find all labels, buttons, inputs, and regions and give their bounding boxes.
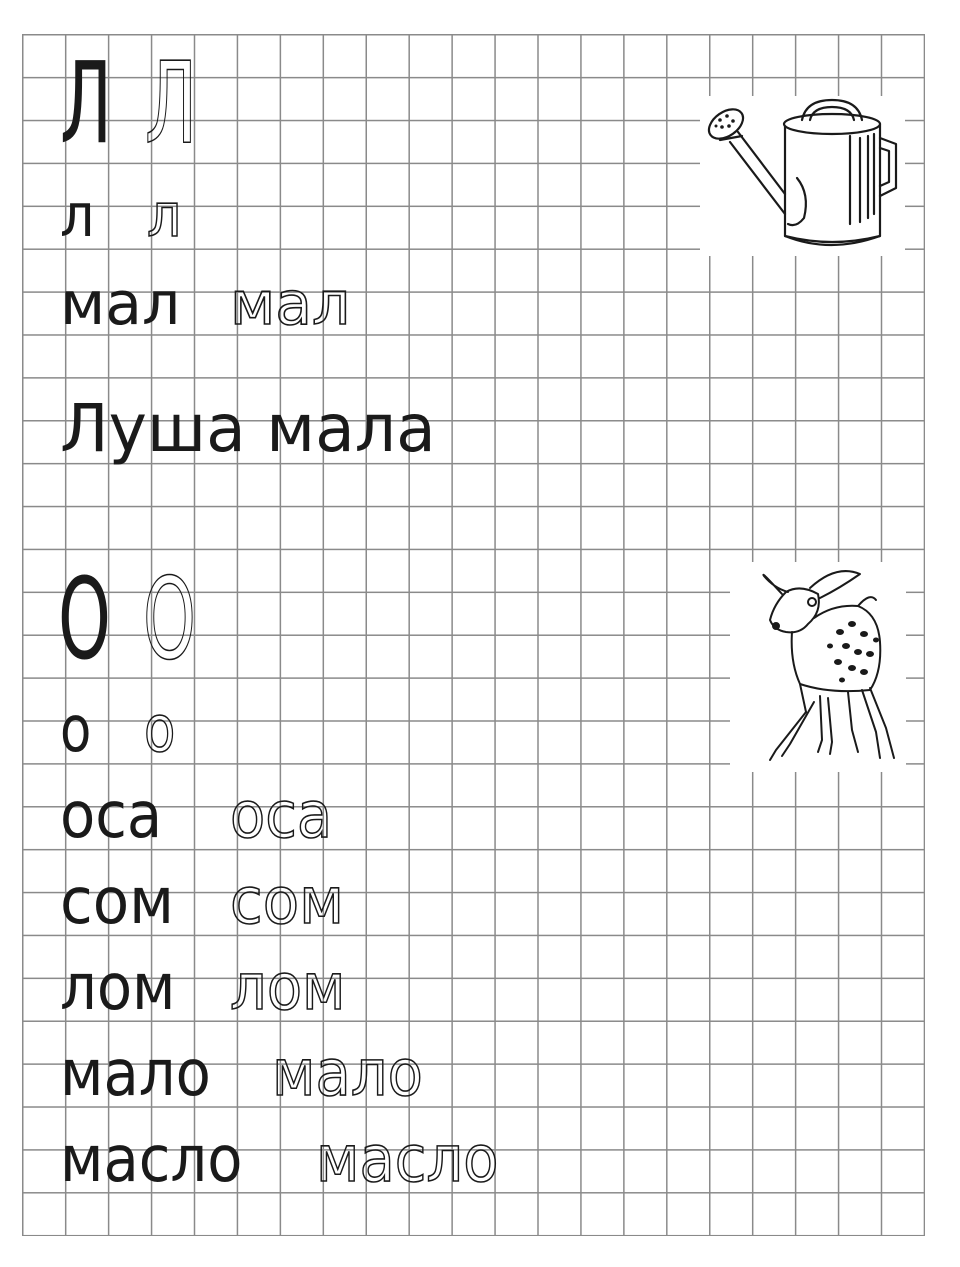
letter-solid: Л: [60, 39, 113, 169]
word-trace: мал: [230, 269, 351, 339]
letter-trace: о: [144, 693, 176, 767]
letter-trace: О: [143, 555, 196, 685]
word-trace: мало: [272, 1037, 423, 1111]
letter-trace: л: [147, 181, 182, 251]
letter-trace: Л: [145, 39, 198, 169]
letter-solid: О: [58, 555, 111, 685]
word-trace: масло: [316, 1123, 499, 1197]
word-trace: оса: [230, 779, 333, 853]
word-trace: сом: [230, 865, 345, 939]
word-solid: оса: [60, 779, 163, 853]
watering-can-icon: [700, 96, 905, 256]
word-solid: лом: [60, 951, 176, 1025]
word-solid: масло: [60, 1123, 243, 1197]
letter-solid: л: [60, 181, 95, 251]
fawn-icon: [730, 562, 906, 772]
word-solid: мал: [60, 269, 181, 339]
phrase-solid: Луша мала: [60, 390, 436, 467]
letter-solid: о: [60, 693, 92, 767]
word-solid: сом: [60, 865, 175, 939]
word-solid: мало: [60, 1037, 211, 1111]
word-trace: лом: [230, 951, 346, 1025]
